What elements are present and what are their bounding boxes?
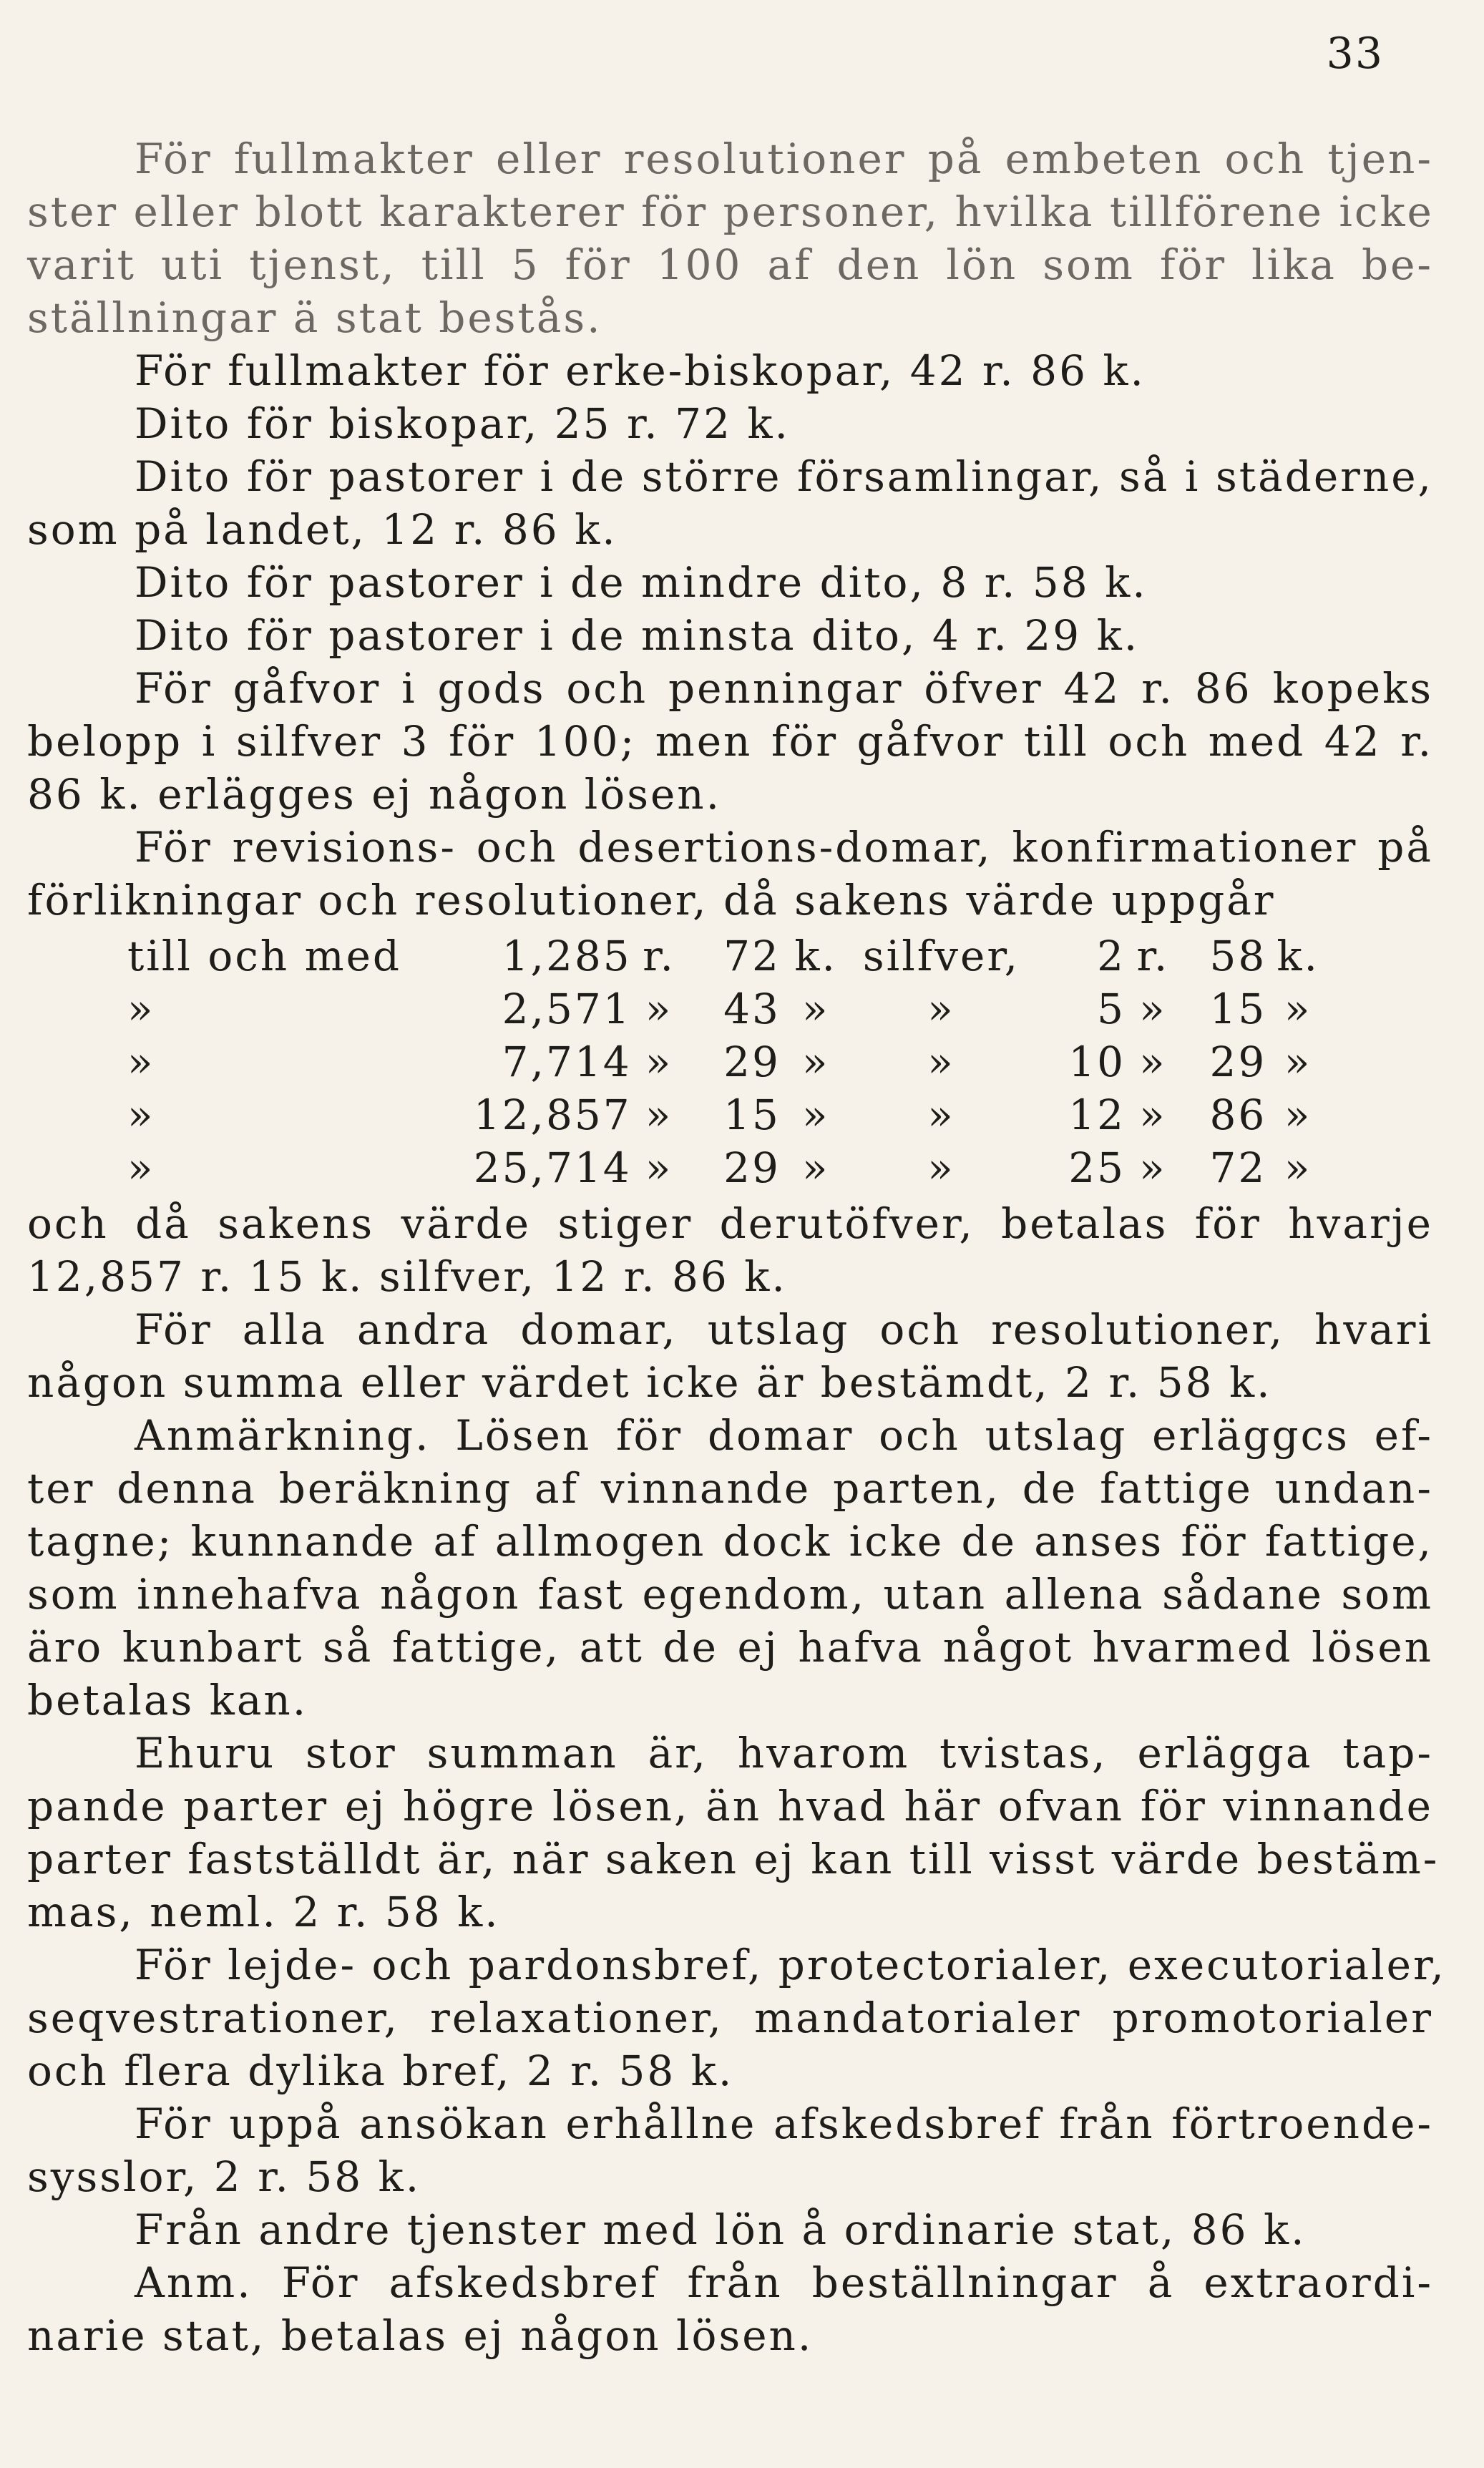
fee-table-cell: » [927,985,955,1033]
fee-table-row [127,1035,1329,1088]
text-line: För revisions- och desertions-domar, konfirmationer på [135,823,1433,872]
paragraph-gafvor [27,662,1433,821]
text-line: För alla andra domar, utslag och resolutioner, hvari [135,1305,1433,1354]
fee-table-cell: » [645,1143,673,1192]
paragraph-anm [27,2256,1433,2362]
text-line: ter denna beräkning af vinnande parten, de fattige undan- [27,1464,1433,1513]
text-line: Ehuru stor summan är, hvarom tvistas, erlägga tap- [135,1729,1433,1777]
paragraph-erke [27,344,1433,397]
fee-table-cell: » [645,1038,673,1086]
text-line: någon summa eller värdet icke är bestämdt, 2 r. 58 k. [27,1358,1272,1407]
text-line: som på landet, 12 r. 86 k. [27,505,617,554]
fee-table-cell: » [801,1091,830,1139]
fee-table-cell: » [801,1143,830,1192]
fee-table-cell: 2,571 [502,985,632,1033]
text-line: Dito för pastorer i de större församlingar, så i städerne, [135,452,1433,501]
paragraph-fullmakter [27,132,1433,344]
fee-table-cell: » [127,985,155,1033]
fee-table-cell: 72 [723,932,781,980]
fee-table-cell: 25,714 [473,1143,632,1192]
text-line: 86 k. erlägges ej någon lösen. [27,770,722,819]
fee-table-cell: » [1139,1038,1167,1086]
text-line: För lejde- och pardonsbref, protectorialer, executorialer, [135,1941,1446,1989]
text-line: mas, neml. 2 r. 58 k. [27,1888,500,1936]
fee-table-cell: 2 [1097,932,1126,980]
paragraph-lejde [27,1938,1446,2097]
text-line: äro kunbart så fattige, att de ej hafva något hvarmed lösen [27,1623,1433,1672]
fee-table-cell: » [1139,985,1167,1033]
paragraph-minsta [27,609,1433,662]
paragraph-revisions [27,821,1433,927]
text-line: Från andre tjenster med lön å ordinarie stat, 86 k. [135,2205,1307,2254]
fee-table-cell: » [1284,985,1312,1033]
fee-table-cell: 7,714 [502,1038,632,1086]
fee-table-cell: r. [1136,932,1170,980]
text-line: och då sakens värde stiger derutöfver, betalas för hvarje [27,1199,1433,1248]
fee-table-cell: 1,285 [502,932,632,980]
text-line: sysslor, 2 r. 58 k. [27,2152,421,2201]
fee-table-cell: » [1284,1143,1312,1192]
fee-table-cell: » [1284,1038,1312,1086]
fee-table-cell: r. [643,932,675,980]
fee-table-cell: 12,857 [473,1091,632,1139]
paragraph-biskopar [27,397,1433,450]
paragraph-anmarkning [27,1409,1433,1727]
text-line: För gåfvor i gods och penningar öfver 42 r. 86 kopeks [135,664,1433,713]
fee-table-cell: 15 [723,1091,781,1139]
fee-table [127,930,1329,1194]
fee-table-cell: 58 [1209,932,1267,980]
text-line: varit uti tjenst, till 5 för 100 af den lön som för lika be- [27,240,1433,289]
paragraph-storre [27,450,1433,556]
paragraph-stiger [27,1197,1433,1303]
text-line: För fullmakter för erke-biskopar, 42 r. 86 k. [135,346,1146,395]
text-line: seqvestrationer, relaxationer, mandatorialer promotorialer [27,1994,1433,2042]
fee-table-row [127,1088,1329,1141]
text-line: parter fastställdt är, när saken ej kan till visst värde bestäm- [27,1835,1440,1883]
text-line: ster eller blott karakterer för personer, hvilka tillförene icke [27,187,1434,236]
paragraph-uppa [27,2097,1433,2203]
fee-table-cell: » [645,985,673,1033]
fee-table-cell: 72 [1209,1143,1267,1192]
fee-table-cell: » [1139,1143,1167,1192]
text-line: För fullmakter eller resolutioner på embeten och tjen- [135,135,1433,183]
text-line: pande parter ej högre lösen, än hvad här ofvan för vinnande [27,1782,1433,1830]
fee-table-cell: » [927,1091,955,1139]
text-line: och flera dylika bref, 2 r. 58 k. [27,2047,734,2095]
paragraph-fran [27,2203,1433,2256]
fee-table-cell: 43 [723,985,781,1033]
fee-table-cell: 29 [723,1143,781,1192]
fee-table-cell: » [927,1038,955,1086]
fee-table-cell: 5 [1097,985,1126,1033]
text-line: tagne; kunnande af allmogen dock icke de anses för fattige, [27,1517,1433,1566]
text-line: Dito för pastorer i de mindre dito, 8 r. 58 k. [135,558,1148,607]
fee-table-cell: 86 [1209,1091,1267,1139]
text-line: 12,857 r. 15 k. silfver, 12 r. 86 k. [27,1252,787,1301]
fee-table-cell: » [127,1038,155,1086]
text-line: narie stat, betalas ej någon lösen. [27,2311,814,2360]
fee-table-row [127,982,1329,1035]
text-line: Dito för pastorer i de minsta dito, 4 r. 29 k. [135,611,1140,660]
text-line: betalas kan. [27,1676,308,1725]
fee-table-row [127,930,1329,982]
fee-table-cell: till och med [127,932,402,980]
fee-table-cell: 10 [1068,1038,1126,1086]
fee-table-cell: k. [794,932,837,980]
fee-table-cell: silfver, [862,932,1020,980]
fee-table-cell: » [127,1143,155,1192]
fee-table-cell: 12 [1068,1091,1126,1139]
fee-table-cell: » [1139,1091,1167,1139]
text-line: belopp i silfver 3 för 100; men för gåfvor till och med 42 r. [27,717,1433,766]
text-line: förlikningar och resolutioner, då sakens värde uppgår [27,876,1276,925]
paragraph-andra [27,1303,1433,1409]
fee-table-cell: » [1284,1091,1312,1139]
fee-table-cell: » [801,985,830,1033]
text-line: Anmärkning. Lösen för domar och utslag erläggcs ef- [135,1411,1433,1460]
fee-table-cell: » [127,1091,155,1139]
fee-table-cell: » [927,1143,955,1192]
fee-table-cell: 29 [1209,1038,1267,1086]
text-line: För uppå ansökan erhållne afskedsbref från förtroende- [135,2099,1433,2148]
body-text [27,132,1446,2362]
text-line: Dito för biskopar, 25 r. 72 k. [135,399,790,448]
fee-table-cell: 15 [1209,985,1267,1033]
fee-table-cell: 25 [1068,1143,1126,1192]
paragraph-ehuru [27,1727,1440,1938]
page-number: 33 [1326,29,1384,79]
text-line: ställningar ä stat bestås. [27,293,602,342]
fee-table-row [127,1141,1329,1194]
fee-table-cell: 29 [723,1038,781,1086]
fee-table-cell: » [801,1038,830,1086]
paragraph-mindre [27,556,1433,609]
text-line: Anm. För afskedsbref från beställningar å extraordi- [135,2258,1433,2307]
fee-table-cell: k. [1276,932,1319,980]
fee-table-cell: » [645,1091,673,1139]
text-line: som innehafva någon fast egendom, utan allena sådane som [27,1570,1433,1619]
